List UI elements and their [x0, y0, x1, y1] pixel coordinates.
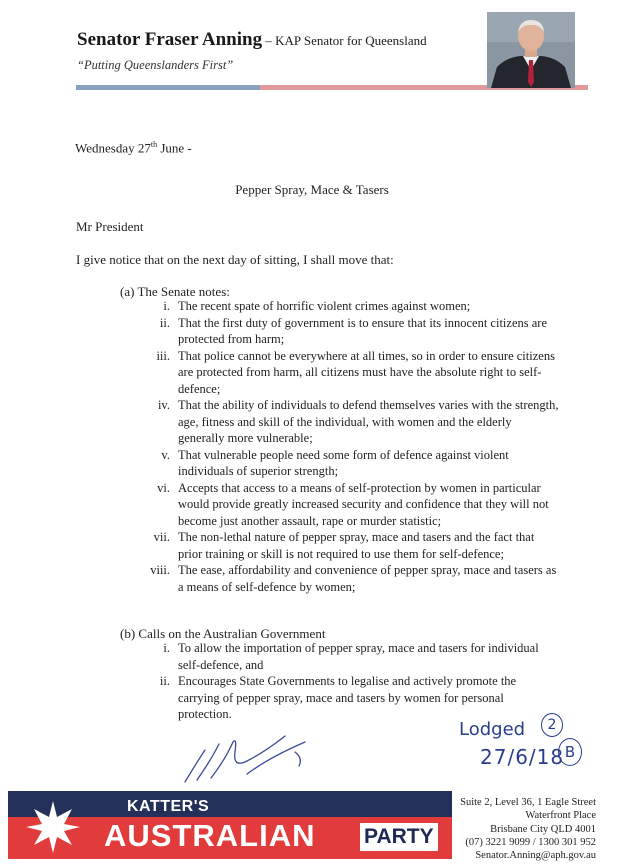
- list-item-line: That the first duty of government is to ensure that its innocent citizens are: [178, 315, 547, 330]
- list-item-text: [178, 673, 516, 723]
- signature: [175, 722, 325, 787]
- list-item-line: defence;: [178, 381, 221, 396]
- list-item-line: age, fitness and skill of the individual, with women and the elderly: [178, 414, 512, 429]
- list-item-line: generally more vulnerable;: [178, 431, 313, 445]
- section-b-label: (b) Calls on the Australian Government: [120, 626, 326, 641]
- list-item-text: [178, 562, 556, 595]
- list-item-line: carrying of pepper spray, mace and tasers by women for personal: [178, 690, 504, 705]
- list-item: [140, 298, 600, 315]
- lodged-stamp: Lodged: [459, 719, 526, 740]
- list-item-number: v.: [161, 447, 170, 462]
- list-item-number: viii.: [150, 563, 170, 577]
- list-item: [140, 480, 600, 530]
- section-b-list: [140, 640, 600, 723]
- list-item-line: To allow the importation of pepper spray, mace and tasers for individual: [178, 641, 539, 655]
- list-item-number: ii.: [159, 674, 170, 688]
- party-name-main: AUSTRALIAN: [104, 818, 316, 853]
- section-a-list: [140, 298, 600, 595]
- list-item-text: [178, 315, 547, 348]
- list-item-number: i.: [163, 299, 170, 313]
- list-item-line: That police cannot be everywhere at all times, so in order to ensure citizens: [178, 348, 555, 363]
- list-item-line: self-defence, and: [178, 657, 264, 672]
- phone-numbers: (07) 3221 9099 / 1300 301 952: [465, 836, 596, 848]
- list-item-number: ii.: [159, 315, 170, 330]
- list-item: [140, 447, 600, 480]
- list-item-text: [178, 447, 509, 480]
- office-address: [456, 796, 596, 862]
- date-text: Wednesday 27: [75, 140, 151, 156]
- intro-paragraph: I give notice that on the next day of sitting, I shall move that:: [76, 252, 394, 267]
- list-item-line: a means of self-defence by women;: [178, 579, 356, 594]
- party-banner: [8, 791, 452, 859]
- list-item-number: vii.: [153, 530, 170, 544]
- list-item-line: protection.: [178, 707, 232, 721]
- list-item: [140, 315, 600, 348]
- lodged-initial: B: [558, 738, 582, 766]
- list-item: [140, 640, 600, 673]
- list-item-line: Accepts that access to a means of self-protection by women in particular: [178, 480, 541, 495]
- list-item-number: vi.: [157, 480, 170, 495]
- email-address: Senator.Anning@aph.gov.au: [475, 850, 596, 862]
- date-ordinal: th: [150, 140, 158, 149]
- list-item: [140, 348, 600, 398]
- section-a-label: (a) The Senate notes:: [120, 284, 230, 299]
- lodged-count: 2: [541, 713, 563, 737]
- address-line-2: Waterfront Place: [525, 810, 596, 822]
- list-item-text: [178, 397, 558, 447]
- list-item-text: [178, 480, 549, 530]
- senator-role: – KAP Senator for Queensland: [262, 33, 427, 48]
- list-item-line: individuals of superior strength;: [178, 464, 339, 478]
- address-line-3: Brisbane City QLD 4001: [490, 823, 596, 835]
- list-item: [140, 529, 600, 562]
- list-item-text: [178, 348, 555, 398]
- list-item-number: i.: [163, 641, 170, 655]
- list-item-number: iv.: [157, 398, 170, 412]
- list-item-number: iii.: [156, 348, 170, 363]
- header-rule-blue: [76, 85, 260, 90]
- letter-date: [75, 136, 192, 156]
- list-item: [140, 397, 600, 447]
- senator-name: [77, 29, 427, 51]
- address-line-1: Suite 2, Level 36, 1 Eagle Street: [460, 797, 596, 808]
- list-item-line: protected from harm;: [178, 332, 285, 346]
- party-name-top: KATTER'S: [127, 798, 210, 815]
- list-item-line: prior training or skill is not required to use them for self-defence;: [178, 546, 504, 561]
- list-item-line: The non-lethal nature of pepper spray, mace and tasers and the fact that: [178, 530, 535, 544]
- list-item-line: That vulnerable people need some form of defence against violent: [178, 447, 509, 462]
- date-month: June -: [157, 140, 192, 156]
- list-item-line: are protected from harm, all citizens must have the absolute right to self-: [178, 365, 542, 379]
- lodged-date: 27/6/18: [480, 745, 565, 769]
- tagline: “Putting Queenslanders First”: [77, 58, 234, 72]
- federation-star-icon: [22, 799, 84, 857]
- list-item-text: [178, 529, 534, 562]
- list-item-line: Encourages State Governments to legalise and actively promote the: [178, 674, 517, 688]
- party-word: PARTY: [360, 823, 438, 851]
- senator-name-text: Senator Fraser Anning: [77, 29, 263, 50]
- list-item-line: The ease, affordability and convenience of pepper spray, mace and tasers as: [178, 563, 557, 577]
- motion-title: Pepper Spray, Mace & Tasers: [235, 182, 389, 197]
- list-item: [140, 673, 600, 723]
- portrait-image: [487, 12, 575, 88]
- list-item-text: [178, 298, 470, 315]
- senator-photo: [487, 12, 575, 88]
- list-item-line: The recent spate of horrific violent crimes against women;: [178, 299, 471, 313]
- list-item: [140, 562, 600, 595]
- list-item-text: [178, 640, 539, 673]
- list-item-line: would provide greatly increased security and confidence that they will not: [178, 497, 549, 511]
- salutation: Mr President: [76, 219, 144, 234]
- list-item-line: become just another assault, rape or murder statistic;: [178, 513, 442, 528]
- list-item-line: That the ability of individuals to defend themselves varies with the strength,: [178, 398, 559, 412]
